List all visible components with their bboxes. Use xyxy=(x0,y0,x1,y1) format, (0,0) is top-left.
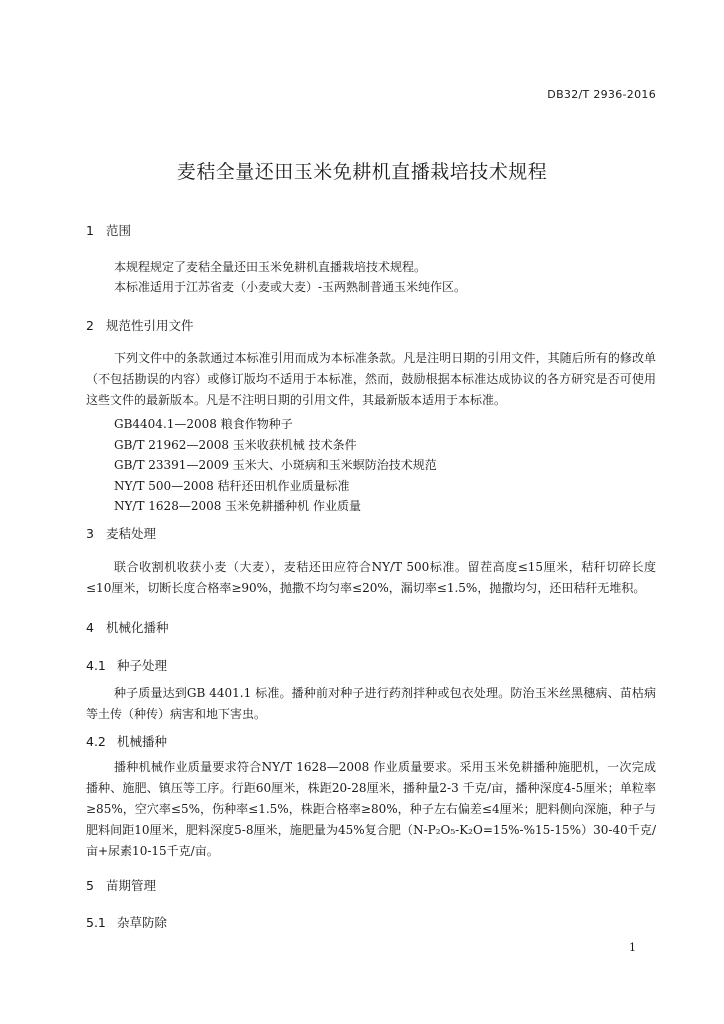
section-title: 苗期管理 xyxy=(106,878,157,893)
section-4-1-heading xyxy=(86,656,167,674)
section-3-heading xyxy=(86,524,156,542)
section-number: 1 xyxy=(86,223,94,238)
section-number: 4 xyxy=(86,620,94,635)
section-number: 2 xyxy=(86,318,94,333)
straw-processing-paragraph: 联合收割机收获小麦（大麦），麦秸还田应符合NY/T 500标准。留茬高度≤15厘米，秸秆切碎长度≤10厘米，切断长度合格率≥90%，抛撒不均匀率≤20%，漏切率≤1.5%，抛撒均匀，还田秸秆无堆积。 xyxy=(86,560,656,595)
section-5-1-heading xyxy=(86,913,167,931)
section-4-2-heading xyxy=(86,732,167,750)
reference-item: GB/T 23391—2009 玉米大、小斑病和玉米螟防治技术规范 xyxy=(114,458,437,472)
section-number: 5.1 xyxy=(86,915,106,930)
section-4-heading xyxy=(86,618,169,636)
section-2-heading xyxy=(86,316,194,334)
reference-item: NY/T 500—2008 秸秆还田机作业质量标准 xyxy=(114,478,350,493)
page-number: 1 xyxy=(629,941,636,954)
section-title: 杂草防除 xyxy=(117,915,168,930)
section-number: 5 xyxy=(86,878,94,893)
document-title: 麦秸全量还田玉米免耕机直播栽培技术规程 xyxy=(176,161,548,183)
section-1-heading xyxy=(86,221,131,239)
section-title: 麦秸处理 xyxy=(106,526,157,541)
section-number: 4.1 xyxy=(86,658,106,673)
normative-references-paragraph: 下列文件中的条款通过本标准引用而成为本标准条款。凡是注明日期的引用文件，其随后所有的修改单（不包括勘误的内容）或修订版均不适用于本标准，然而，鼓励根据本标准达成协议的各方研究是否可使用这些文件的最新版本。凡是不注明日期的引用文件，其最新版本适用于本标准。 xyxy=(86,351,656,407)
section-5-heading xyxy=(86,876,156,894)
section-number: 3 xyxy=(86,526,94,541)
reference-item: GB4404.1—2008 粮食作物种子 xyxy=(114,417,293,431)
section-title: 规范性引用文件 xyxy=(106,318,194,333)
reference-item: NY/T 1628—2008 玉米免耕播种机 作业质量 xyxy=(114,499,361,513)
reference-item: GB/T 21962—2008 玉米收获机械 技术条件 xyxy=(114,437,357,452)
scope-line-1: 本规程规定了麦秸全量还田玉米免耕机直播栽培技术规程。 xyxy=(114,260,427,274)
scope-line-2: 本标准适用于江苏省麦（小麦或大麦）-玉两熟制普通玉米纯作区。 xyxy=(114,280,467,294)
standard-number: DB32/T 2936-2016 xyxy=(547,88,656,101)
section-title: 范围 xyxy=(106,223,132,238)
section-number: 4.2 xyxy=(86,734,106,749)
mechanical-sowing-paragraph: 播种机械作业质量要求符合NY/T 1628—2008 作业质量要求。采用玉米免耕播种施肥机，一次完成播种、施肥、镇压等工序。行距60厘米，株距20-28厘米，播种量2-3 千克/亩，播种深度4-5厘米；单粒率≥85%，空穴率≤5%，伤种率≤1.5%，株距合格率≥80%，种子左右偏差≤4厘米；肥料侧向深施，种子与肥料间距10厘米，肥料深度5-8厘米，施肥量为45%复合肥（N-P₂O₅-K₂O=15%-%15-15%）30-40千克/亩+尿素10-15千克/亩。 xyxy=(86,760,656,858)
reference-list xyxy=(114,414,437,517)
section-title: 机械化播种 xyxy=(106,620,169,635)
section-title: 种子处理 xyxy=(117,658,168,673)
seed-treatment-paragraph: 种子质量达到GB 4401.1 标准。播种前对种子进行药剂拌种或包衣处理。防治玉米丝黑穗病、苗枯病等土传（种传）病害和地下害虫。 xyxy=(86,686,656,721)
section-title: 机械播种 xyxy=(117,734,168,749)
